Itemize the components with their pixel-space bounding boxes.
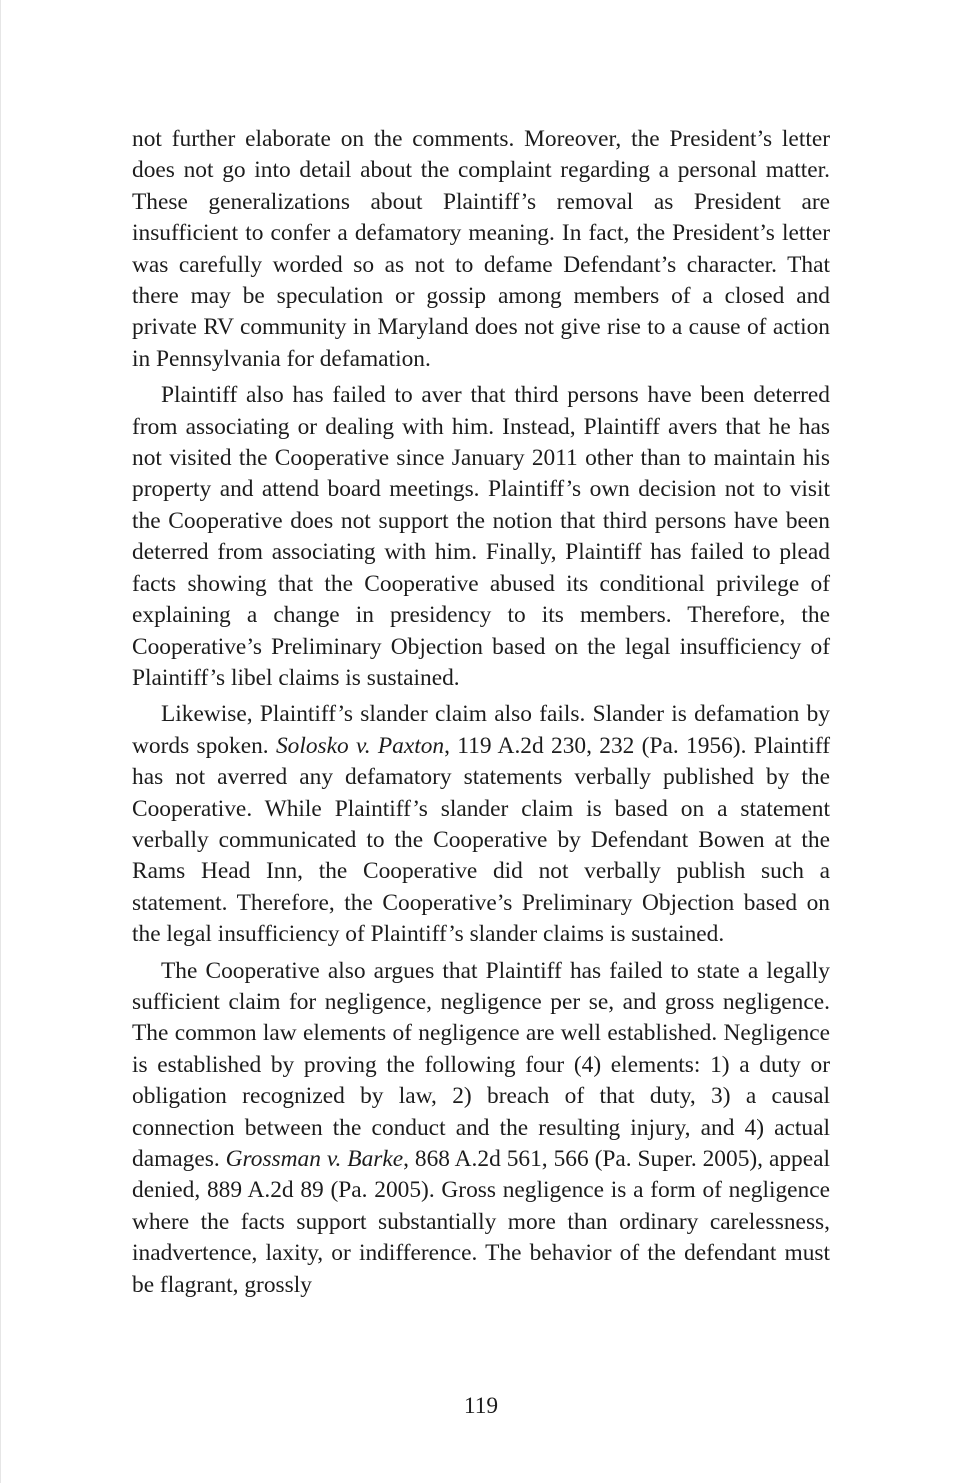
paragraph-text: Likewise, Plaintiff’s slander claim also fails. Slander is defamation by words spoken. bbox=[132, 701, 830, 759]
paragraph-text: The Cooperative also argues that Plaintiff has failed to state a legally sufficient claim for negligence, negligence per se, and gross negligence. The common law elements of negligence are well established. Negligence is established by proving the following four (4) elements: 1) a duty or obligation recognized by law, 2) breach of that duty, 3) a causal connection between the conduct and the resulting injury, and 4) actual damages. bbox=[132, 957, 830, 1172]
paragraph-text: , 868 A.2d 561, 566 (Pa. Super. 2005), appeal denied, 889 A.2d 89 (Pa. 2005). Gross negligence is a form of negligence where the facts support substantially more than ordinary carelessness, inadvertence, laxity, or indifference. The behavior of the defendant must be flagrant, grossly bbox=[132, 1146, 830, 1298]
paragraph-libel-deterrence: Plaintiff also has failed to aver that third persons have been deterred from associating or dealing with him. Instead, Plaintiff avers that he has not visited the Cooperative since January 2011 other than to maintain his property and attend board meetings. Plaintiff’s own decision not to visit the Cooperative does not support the notion that third persons have been deterred from associating with him. Finally, Plaintiff has failed to plead facts showing that the Cooperative abused its conditional privilege of explaining a change in presidency to its members. Therefore, the Cooperative’s Preliminary Objection based on the legal insufficiency of Plaintiff’s libel claims is sustained. bbox=[132, 382, 830, 691]
page-number: 119 bbox=[463, 1393, 499, 1419]
paragraph-negligence bbox=[132, 956, 830, 1301]
case-citation: Grossman v. Barke bbox=[225, 1146, 404, 1172]
paragraph-text: , 119 A.2d 230, 232 (Pa. 1956). Plaintiff has not averred any defamatory statements verbally published by the Cooperative. While Plaintiff’s slander claim is based on a statement verbally communicated to the Cooperative by Defendant Bowen at the Rams Head Inn, the Cooperative did not verbally publish such a statement. Therefore, the Cooperative’s Preliminary Objection based on the legal insufficiency of Plaintiff’s slander claims is sustained. bbox=[132, 732, 831, 948]
case-citation: Solosko v. Paxton bbox=[275, 732, 445, 759]
paragraph-slander bbox=[132, 699, 830, 950]
body-text bbox=[132, 124, 830, 1301]
paragraph-continuation: not further elaborate on the comments. Moreover, the President’s letter does not go into detail about the complaint regarding a personal matter. These generalizations about Plaintiff’s removal as President are insufficient to confer a defamatory meaning. In fact, the President’s letter was carefully worded so as not to defame Defendant’s character. That there may be speculation or gossip among members of a closed and private RV community in Maryland does not give rise to a cause of action in Pennsylvania for defamation. bbox=[132, 126, 830, 372]
